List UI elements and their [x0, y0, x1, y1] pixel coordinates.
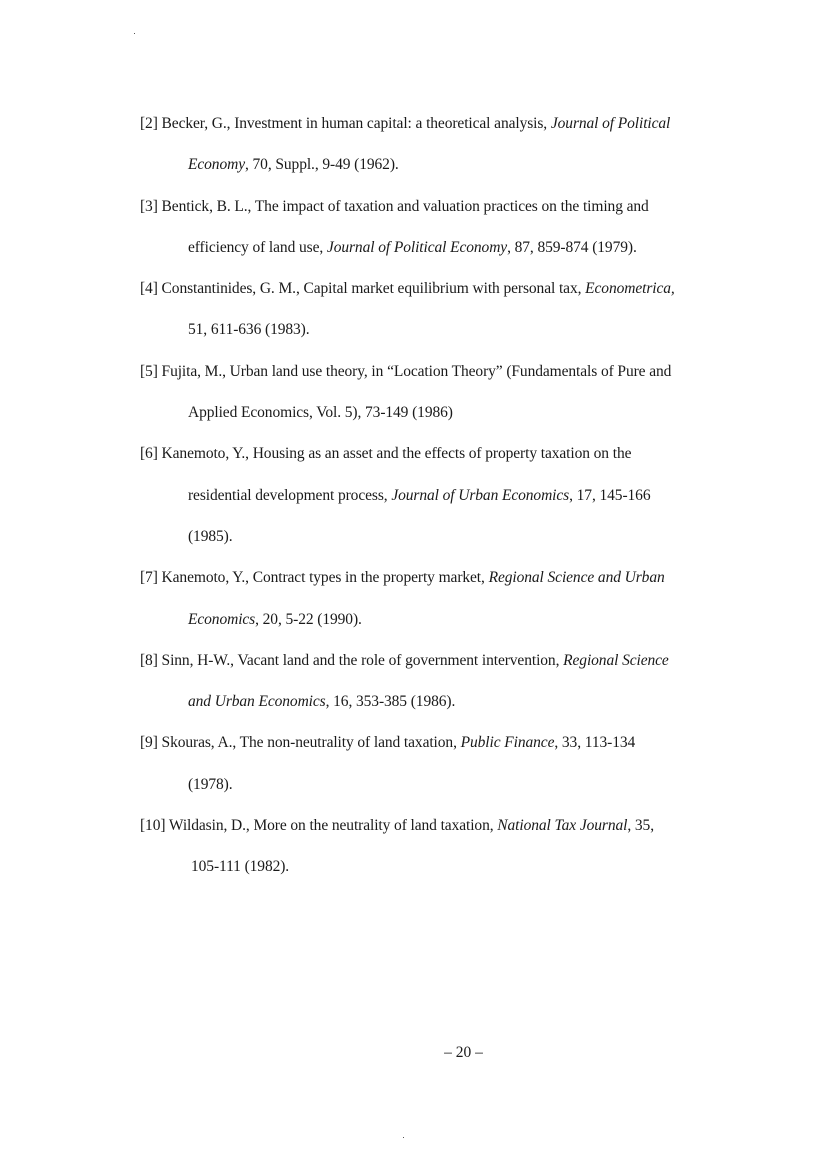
reference-text: Bentick, B. L., The impact of taxation and valuation practices on the timing and — [157, 197, 649, 215]
reference-continuation-line — [140, 610, 740, 651]
reference-text: , 16, 353-385 (1986). — [325, 693, 456, 711]
reference-italic-text: Economy — [188, 156, 245, 174]
reference-first-line — [140, 362, 740, 403]
reference-text: , 70, Suppl., 9-49 (1962). — [244, 156, 399, 174]
page-number: – 20 – — [444, 1044, 483, 1061]
reference-first-line — [140, 816, 740, 857]
reference-entry — [140, 444, 740, 568]
reference-text: , 87, 859-874 (1979). — [507, 238, 637, 256]
reference-first-line — [140, 568, 740, 609]
reference-continuation-line — [140, 857, 740, 898]
reference-text: (1978). — [188, 775, 233, 793]
reference-number: [10] — [140, 817, 166, 835]
reference-continuation-line — [140, 527, 740, 568]
reference-continuation-line — [140, 403, 740, 444]
reference-text: Constantinides, G. M., Capital market equilibrium with personal tax, — [157, 280, 586, 298]
reference-number: [8] — [140, 651, 158, 669]
reference-text: Becker, G., Investment in human capital: a theoretical analysis, — [157, 115, 551, 132]
reference-number: [3] — [140, 197, 158, 215]
reference-italic-text: Journal of Political Economy — [326, 238, 508, 256]
reference-entry — [140, 816, 740, 899]
reference-text: residential development process, — [188, 486, 392, 504]
reference-italic-text: Econometrica, — [585, 280, 675, 298]
references-list — [140, 114, 740, 899]
reference-continuation-line — [140, 155, 740, 196]
reference-entry — [140, 279, 740, 362]
reference-number: [5] — [140, 362, 158, 380]
reference-text: Kanemoto, Y., Housing as an asset and the effects of property taxation on the — [157, 445, 632, 463]
reference-text: Fujita, M., Urban land use theory, in “Location Theory” (Fundamentals of Pure and — [157, 362, 672, 380]
reference-text: , 35, — [627, 817, 654, 835]
reference-italic-text: Regional Science and Urban — [488, 569, 665, 587]
reference-italic-text: Journal of Urban Economics — [391, 486, 570, 504]
reference-continuation-line — [140, 486, 740, 527]
reference-italic-text: Public Finance — [460, 734, 555, 752]
reference-number: [2] — [140, 115, 158, 132]
reference-text: 105-111 (1982). — [191, 858, 290, 876]
scan-speck — [403, 1137, 404, 1138]
reference-continuation-line — [140, 320, 740, 361]
reference-text: Applied Economics, Vol. 5), 73-149 (1986) — [188, 404, 453, 422]
reference-text: Wildasin, D., More on the neutrality of land taxation, — [165, 817, 498, 835]
reference-continuation-line — [140, 775, 740, 816]
reference-entry — [140, 197, 740, 280]
reference-first-line — [140, 114, 740, 155]
reference-entry — [140, 651, 740, 734]
reference-text: Kanemoto, Y., Contract types in the property market, — [157, 569, 489, 587]
reference-continuation-line — [140, 692, 740, 733]
reference-text: efficiency of land use, — [188, 238, 327, 256]
reference-text: Sinn, H-W., Vacant land and the role of government intervention, — [157, 651, 564, 669]
reference-text: , 20, 5-22 (1990). — [255, 610, 362, 628]
reference-italic-text: Economics — [188, 610, 256, 628]
reference-italic-text: Regional Science — [563, 651, 669, 669]
reference-italic-text: National Tax Journal — [497, 817, 628, 835]
reference-number: [6] — [140, 445, 158, 463]
reference-text: Skouras, A., The non-neutrality of land taxation, — [157, 734, 461, 752]
reference-text: 51, 611-636 (1983). — [188, 321, 310, 339]
reference-entry — [140, 733, 740, 816]
reference-text: , 17, 145-166 — [569, 486, 651, 504]
reference-number: [4] — [140, 280, 158, 298]
reference-first-line — [140, 444, 740, 485]
reference-first-line — [140, 197, 740, 238]
reference-text: (1985). — [188, 527, 233, 545]
reference-entry — [140, 362, 740, 445]
reference-continuation-line — [140, 238, 740, 279]
reference-number: [7] — [140, 569, 158, 587]
reference-entry — [140, 568, 740, 651]
reference-number: [9] — [140, 734, 158, 752]
reference-italic-text: and Urban Economics — [188, 693, 326, 711]
reference-first-line — [140, 651, 740, 692]
reference-entry — [140, 114, 740, 197]
reference-first-line — [140, 279, 740, 320]
scan-speck — [134, 33, 135, 34]
reference-first-line — [140, 733, 740, 774]
reference-text: , 33, 113-134 — [554, 734, 636, 752]
reference-italic-text: Journal of Political — [550, 115, 671, 132]
